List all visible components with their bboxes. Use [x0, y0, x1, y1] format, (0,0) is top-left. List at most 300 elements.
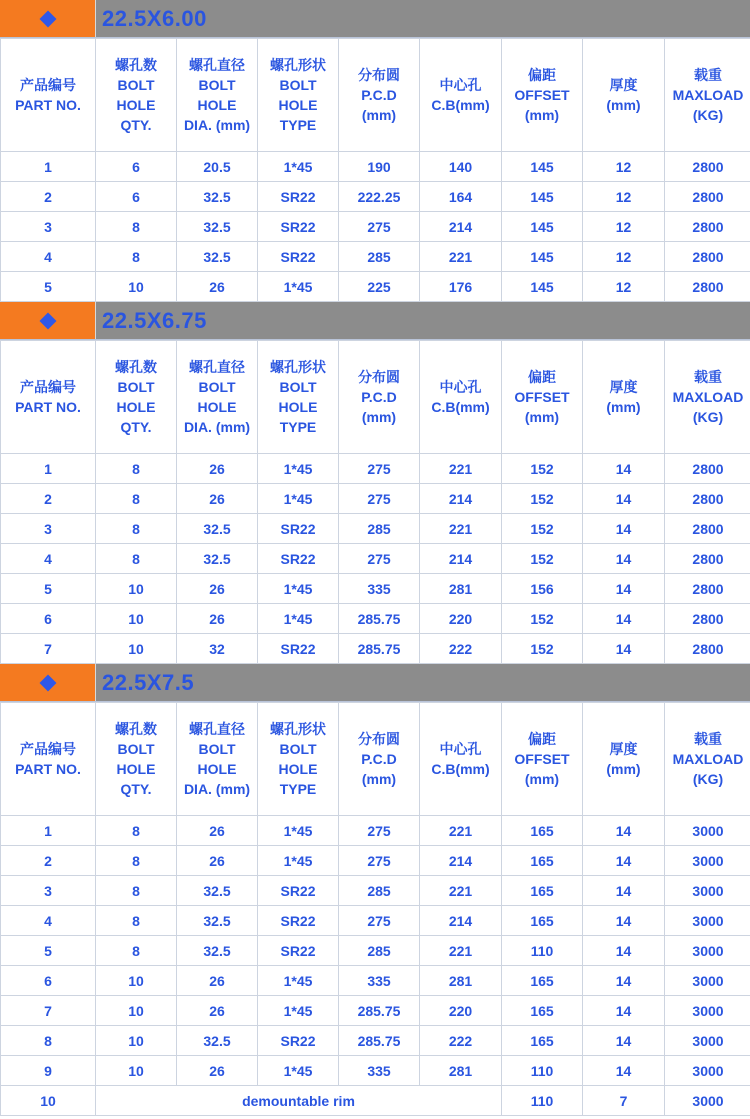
column-header-row [1, 341, 750, 454]
column-header-cn: 中心孔 [439, 77, 482, 93]
section-marker [0, 0, 96, 37]
table-cell: 3000 [665, 966, 750, 996]
table-cell: 164 [420, 182, 502, 212]
table-cell: 285 [339, 514, 420, 544]
column-header [502, 703, 583, 816]
table-cell: 3 [1, 212, 96, 242]
table-cell: 152 [502, 514, 583, 544]
table-cell: 8 [96, 846, 177, 876]
table-cell: 275 [339, 544, 420, 574]
column-header-en: DIA. (mm) [183, 117, 251, 133]
column-header [339, 39, 420, 152]
table-cell: 7 [583, 1086, 665, 1116]
table-row-demountable [1, 1086, 750, 1116]
column-header-cn: 分布圆 [358, 731, 400, 747]
table-cell: SR22 [258, 242, 339, 272]
table-cell: 32.5 [177, 544, 258, 574]
table-cell: 2 [1, 182, 96, 212]
rim-spec-section [0, 0, 750, 302]
table-row [1, 574, 750, 604]
table-row [1, 1026, 750, 1056]
column-header-cn: 螺孔数 [115, 721, 157, 737]
section-marker [0, 664, 96, 701]
table-cell: 26 [177, 272, 258, 302]
table-cell: 2 [1, 846, 96, 876]
table-cell: 1*45 [258, 272, 339, 302]
table-cell: 8 [96, 544, 177, 574]
column-header [1, 341, 96, 454]
table-cell: 190 [339, 152, 420, 182]
table-cell: 6 [96, 182, 177, 212]
column-header [339, 703, 420, 816]
table-cell: 285 [339, 876, 420, 906]
table-cell: 110 [502, 1056, 583, 1086]
column-header-cn: 偏距 [528, 369, 556, 385]
table-cell: 2800 [665, 604, 750, 634]
table-cell: 10 [96, 1056, 177, 1086]
column-header-en: PART NO. [15, 399, 81, 415]
column-header-en: MAXLOAD [672, 389, 744, 405]
column-header-en: C.B(mm) [431, 399, 490, 415]
column-header [420, 703, 502, 816]
table-cell: 1*45 [258, 152, 339, 182]
column-header-cn: 分布圆 [358, 67, 400, 83]
section-header [0, 0, 750, 38]
table-cell: 152 [502, 604, 583, 634]
table-cell: 8 [96, 212, 177, 242]
column-header [665, 341, 750, 454]
column-header-en: (mm) [524, 771, 560, 787]
column-header-cn: 中心孔 [439, 741, 482, 757]
column-header-en: TYPE [279, 419, 317, 435]
column-header-cn: 螺孔形状 [270, 359, 326, 375]
column-header-cn: 螺孔数 [115, 359, 157, 375]
column-header-cn: 螺孔形状 [270, 57, 326, 73]
table-cell: 145 [502, 212, 583, 242]
section-title: 22.5X6.75 [96, 302, 750, 339]
table-cell: 214 [420, 544, 502, 574]
table-cell: 110 [502, 1086, 583, 1116]
column-header-cn: 载重 [694, 731, 722, 747]
table-cell: 222.25 [339, 182, 420, 212]
section-marker [0, 302, 96, 339]
column-header-en: HOLE [278, 399, 318, 415]
table-cell: 221 [420, 816, 502, 846]
column-header-en: (mm) [361, 107, 397, 123]
column-header-cn: 螺孔形状 [270, 721, 326, 737]
column-header [583, 703, 665, 816]
column-header-en: BOLT [198, 379, 236, 395]
table-cell: 1*45 [258, 996, 339, 1026]
column-header-row [1, 39, 750, 152]
column-header-cn: 厚度 [609, 379, 638, 395]
table-cell: 1*45 [258, 816, 339, 846]
table-cell: 214 [420, 212, 502, 242]
table-cell: 1*45 [258, 1056, 339, 1086]
table-row [1, 996, 750, 1026]
column-header-en: BOLT [198, 77, 236, 93]
table-cell: 165 [502, 876, 583, 906]
table-cell: 275 [339, 906, 420, 936]
column-header-en: BOLT [279, 741, 317, 757]
column-header [177, 703, 258, 816]
table-cell: 152 [502, 484, 583, 514]
table-cell: 6 [1, 604, 96, 634]
table-row [1, 846, 750, 876]
table-cell: 10 [96, 574, 177, 604]
column-header-cn: 厚度 [609, 741, 638, 757]
column-header-en: BOLT [117, 741, 155, 757]
column-header-en: (KG) [692, 771, 724, 787]
table-cell: 3 [1, 876, 96, 906]
table-cell: 285.75 [339, 1026, 420, 1056]
table-cell: 2800 [665, 272, 750, 302]
table-cell: 3000 [665, 1056, 750, 1086]
table-cell: 1*45 [258, 484, 339, 514]
table-cell: 10 [96, 966, 177, 996]
table-cell: 4 [1, 906, 96, 936]
column-header-en: HOLE [278, 97, 318, 113]
table-cell: 32.5 [177, 182, 258, 212]
table-row [1, 634, 750, 664]
table-cell: 1 [1, 454, 96, 484]
table-cell: 165 [502, 816, 583, 846]
column-header [583, 39, 665, 152]
table-cell: 32.5 [177, 212, 258, 242]
table-cell: 26 [177, 604, 258, 634]
table-cell: 275 [339, 484, 420, 514]
table-cell: 152 [502, 454, 583, 484]
spec-table [0, 38, 750, 302]
table-cell: 165 [502, 846, 583, 876]
column-header-en: HOLE [116, 761, 156, 777]
table-cell: 14 [583, 544, 665, 574]
table-cell: 14 [583, 906, 665, 936]
column-header-en: PART NO. [15, 97, 81, 113]
table-cell: 2800 [665, 454, 750, 484]
table-cell: 145 [502, 182, 583, 212]
table-cell: 176 [420, 272, 502, 302]
table-cell: SR22 [258, 876, 339, 906]
table-cell: 10 [96, 1026, 177, 1056]
table-cell: 1*45 [258, 574, 339, 604]
table-cell: 221 [420, 514, 502, 544]
column-header-en: (mm) [524, 409, 560, 425]
column-header-en: HOLE [278, 761, 318, 777]
table-cell: 285.75 [339, 634, 420, 664]
table-row [1, 936, 750, 966]
table-cell: 32.5 [177, 242, 258, 272]
table-cell: 14 [583, 634, 665, 664]
table-cell: 2800 [665, 212, 750, 242]
table-cell: 221 [420, 936, 502, 966]
table-row [1, 242, 750, 272]
table-row [1, 152, 750, 182]
table-cell: 26 [177, 484, 258, 514]
column-header-en: (mm) [606, 97, 641, 113]
table-cell: 6 [1, 966, 96, 996]
table-row [1, 816, 750, 846]
table-cell: 5 [1, 272, 96, 302]
table-cell: 14 [583, 996, 665, 1026]
column-header-en: (mm) [361, 409, 397, 425]
column-header-en: TYPE [279, 781, 317, 797]
table-cell: 1 [1, 816, 96, 846]
column-header [96, 703, 177, 816]
table-row [1, 906, 750, 936]
table-cell: 14 [583, 1056, 665, 1086]
table-cell: 275 [339, 212, 420, 242]
table-cell: 26 [177, 454, 258, 484]
table-cell: 10 [1, 1086, 96, 1116]
table-cell: 12 [583, 242, 665, 272]
column-header-en: BOLT [198, 741, 236, 757]
table-cell: 1 [1, 152, 96, 182]
column-header-en: QTY. [120, 781, 152, 797]
column-header-en: HOLE [197, 761, 237, 777]
column-header [420, 341, 502, 454]
table-cell: SR22 [258, 936, 339, 966]
table-cell: 32.5 [177, 906, 258, 936]
table-cell: 3000 [665, 906, 750, 936]
column-header-en: (mm) [606, 399, 641, 415]
table-cell: 6 [96, 152, 177, 182]
spec-table [0, 702, 750, 1116]
table-cell: 8 [96, 484, 177, 514]
column-header-cn: 产品编号 [20, 741, 76, 757]
table-cell: 165 [502, 1026, 583, 1056]
table-cell: 140 [420, 152, 502, 182]
table-cell: 8 [96, 242, 177, 272]
table-cell: 1*45 [258, 966, 339, 996]
column-header-cn: 螺孔直径 [189, 721, 245, 737]
table-cell: 145 [502, 152, 583, 182]
table-cell: 12 [583, 212, 665, 242]
column-header [1, 39, 96, 152]
table-cell: SR22 [258, 634, 339, 664]
table-cell: 32.5 [177, 514, 258, 544]
table-cell: 165 [502, 996, 583, 1026]
column-header-en: (mm) [524, 107, 560, 123]
table-cell: 285.75 [339, 604, 420, 634]
table-cell: 3000 [665, 1086, 750, 1116]
table-cell: 2800 [665, 484, 750, 514]
table-cell: 8 [96, 906, 177, 936]
table-cell: 2800 [665, 544, 750, 574]
column-header-en: TYPE [279, 117, 317, 133]
table-cell: 145 [502, 242, 583, 272]
table-cell: 32 [177, 634, 258, 664]
table-cell: 7 [1, 634, 96, 664]
table-cell: SR22 [258, 212, 339, 242]
table-row [1, 1056, 750, 1086]
table-cell: 3000 [665, 936, 750, 966]
section-header [0, 302, 750, 340]
column-header-en: P.C.D [361, 751, 397, 767]
table-cell: 281 [420, 966, 502, 996]
table-cell: 275 [339, 454, 420, 484]
table-cell: 26 [177, 846, 258, 876]
column-header-cn: 中心孔 [439, 379, 482, 395]
table-cell: 9 [1, 1056, 96, 1086]
column-header-cn: 螺孔直径 [189, 57, 245, 73]
column-header-row [1, 703, 750, 816]
column-header-en: (mm) [361, 771, 397, 787]
column-header-en: HOLE [197, 399, 237, 415]
table-cell: 8 [96, 454, 177, 484]
table-cell: 12 [583, 272, 665, 302]
table-cell: 14 [583, 454, 665, 484]
table-cell: 214 [420, 484, 502, 514]
table-cell: 221 [420, 876, 502, 906]
table-cell: 32.5 [177, 876, 258, 906]
table-cell: SR22 [258, 544, 339, 574]
column-header-en: HOLE [116, 97, 156, 113]
table-cell: 10 [96, 996, 177, 1026]
column-header-en: QTY. [120, 117, 152, 133]
table-cell: 8 [96, 816, 177, 846]
table-cell: 2800 [665, 182, 750, 212]
table-cell: 285 [339, 936, 420, 966]
table-cell: 26 [177, 1056, 258, 1086]
column-header-cn: 产品编号 [20, 379, 76, 395]
column-header-en: C.B(mm) [431, 761, 490, 777]
table-cell: 2800 [665, 242, 750, 272]
column-header-en: OFFSET [514, 389, 570, 405]
column-header-cn: 偏距 [528, 731, 556, 747]
table-cell: 222 [420, 634, 502, 664]
table-cell: 285 [339, 242, 420, 272]
table-cell: 152 [502, 544, 583, 574]
table-cell: 26 [177, 574, 258, 604]
column-header [583, 341, 665, 454]
table-cell: 2800 [665, 152, 750, 182]
table-cell: SR22 [258, 182, 339, 212]
table-cell: 26 [177, 816, 258, 846]
column-header [1, 703, 96, 816]
table-cell: 14 [583, 484, 665, 514]
spec-table [0, 340, 750, 664]
table-cell: 281 [420, 1056, 502, 1086]
table-cell: 3000 [665, 846, 750, 876]
table-cell: 214 [420, 906, 502, 936]
column-header [339, 341, 420, 454]
column-header [96, 341, 177, 454]
column-header [665, 703, 750, 816]
column-header-en: BOLT [279, 77, 317, 93]
table-cell: 20.5 [177, 152, 258, 182]
table-cell: 110 [502, 936, 583, 966]
table-cell: 145 [502, 272, 583, 302]
column-header-cn: 螺孔直径 [189, 359, 245, 375]
table-cell: 8 [1, 1026, 96, 1056]
table-cell: 2800 [665, 634, 750, 664]
table-cell: 3000 [665, 1026, 750, 1056]
column-header-en: (KG) [692, 409, 724, 425]
column-header [502, 341, 583, 454]
section-title: 22.5X7.5 [96, 664, 750, 701]
table-row [1, 876, 750, 906]
table-cell: 14 [583, 936, 665, 966]
table-cell: 3000 [665, 876, 750, 906]
table-cell: 8 [96, 936, 177, 966]
column-header-cn: 载重 [694, 67, 722, 83]
table-cell: 14 [583, 966, 665, 996]
column-header-en: OFFSET [514, 751, 570, 767]
column-header [420, 39, 502, 152]
table-cell: 32.5 [177, 936, 258, 966]
table-cell: 165 [502, 966, 583, 996]
table-cell: 12 [583, 152, 665, 182]
table-cell: 8 [96, 876, 177, 906]
column-header-en: QTY. [120, 419, 152, 435]
table-cell: 8 [96, 514, 177, 544]
column-header [258, 39, 339, 152]
column-header-cn: 偏距 [528, 67, 556, 83]
column-header [96, 39, 177, 152]
table-cell: 26 [177, 996, 258, 1026]
table-cell: SR22 [258, 514, 339, 544]
table-cell: 1*45 [258, 846, 339, 876]
table-cell: 10 [96, 604, 177, 634]
table-cell: 1*45 [258, 454, 339, 484]
column-header-cn: 载重 [694, 369, 722, 385]
table-cell: 225 [339, 272, 420, 302]
table-cell: 10 [96, 634, 177, 664]
table-cell: 2800 [665, 514, 750, 544]
column-header-en: BOLT [279, 379, 317, 395]
table-cell: 14 [583, 846, 665, 876]
table-cell: 4 [1, 242, 96, 272]
column-header-en: PART NO. [15, 761, 81, 777]
column-header-en: HOLE [197, 97, 237, 113]
table-cell: 335 [339, 1056, 420, 1086]
column-header-en: P.C.D [361, 87, 397, 103]
table-row [1, 514, 750, 544]
column-header-en: MAXLOAD [672, 751, 744, 767]
column-header-en: HOLE [116, 399, 156, 415]
table-cell: 165 [502, 906, 583, 936]
table-cell: 285.75 [339, 996, 420, 1026]
table-cell: 3000 [665, 996, 750, 1026]
table-row [1, 182, 750, 212]
section-title: 22.5X6.00 [96, 0, 750, 37]
column-header-cn: 分布圆 [358, 369, 400, 385]
diamond-icon [39, 674, 56, 691]
table-cell: SR22 [258, 1026, 339, 1056]
table-cell: 5 [1, 574, 96, 604]
table-cell: 3000 [665, 816, 750, 846]
table-cell: 275 [339, 846, 420, 876]
column-header-en: DIA. (mm) [183, 781, 251, 797]
table-cell: 3 [1, 514, 96, 544]
table-cell: 2 [1, 484, 96, 514]
table-cell: 281 [420, 574, 502, 604]
diamond-icon [39, 10, 56, 27]
table-cell: 275 [339, 816, 420, 846]
column-header-en: (mm) [606, 761, 641, 777]
column-header-en: BOLT [117, 77, 155, 93]
table-cell: 220 [420, 996, 502, 1026]
table-cell: 7 [1, 996, 96, 1026]
table-cell: 214 [420, 846, 502, 876]
table-cell: 335 [339, 966, 420, 996]
table-row [1, 604, 750, 634]
table-cell: 12 [583, 182, 665, 212]
column-header-en: OFFSET [514, 87, 570, 103]
column-header-en: BOLT [117, 379, 155, 395]
table-cell: 156 [502, 574, 583, 604]
